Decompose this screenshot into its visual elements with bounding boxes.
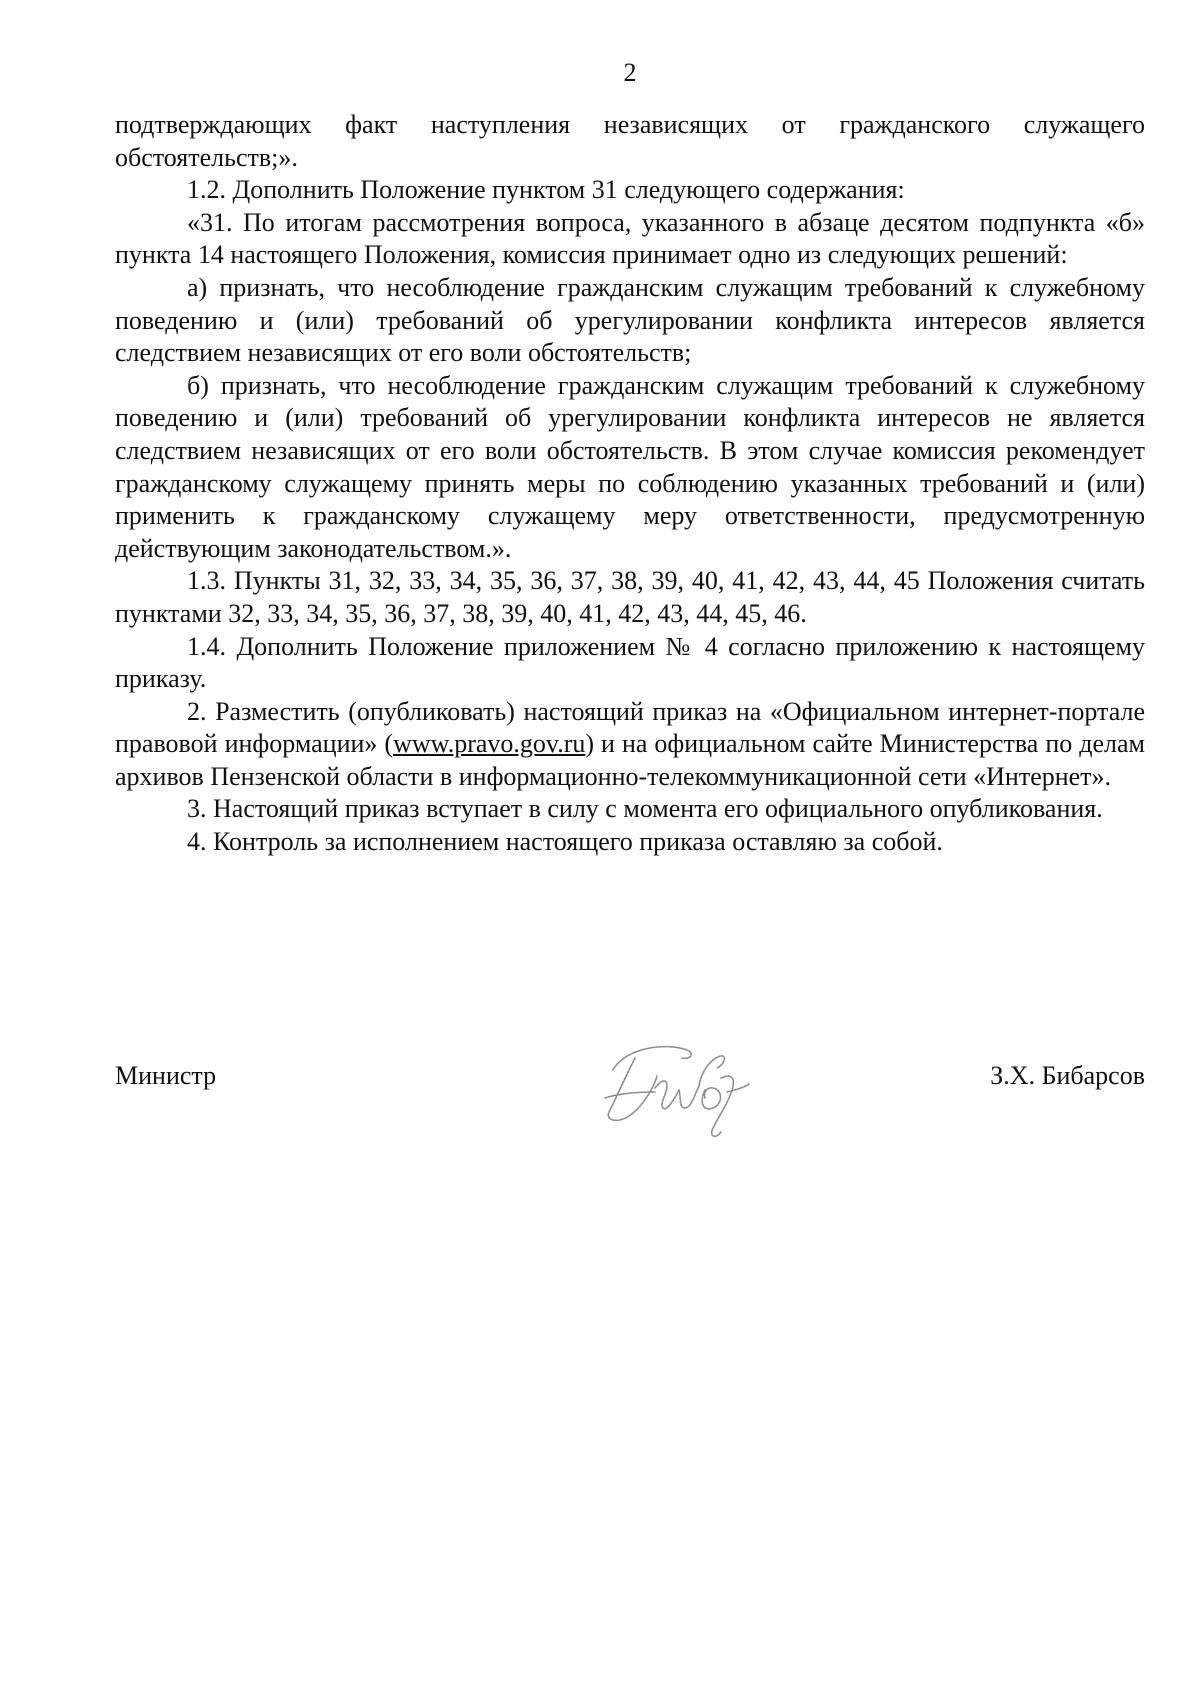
signer-name: З.Х. Бибарсов [990,1061,1145,1090]
paragraph-2-text-after: ) и на официальном сайте Министерства по делам архивов Пензенской области в информационно-телекоммуникационной сети «Интернет». [115,729,1145,791]
handwritten-signature-icon [595,1028,755,1148]
paragraph-31: «31. По итогам рассмотрения вопроса, указанного в абзаце десятом подпункта «б» пункта 14 настоящего Положения, комиссия принимает одно из следующих решений: [115,207,1145,270]
paragraph-31-b: б) признать, что несоблюдение гражданским служащим требований к служебному поведению и (или) требований об урегулировании конфликта интересов не является следствием независящих от его воли обстоятельств. В этом случае комиссия рекомендует гражданскому служащему принять меры по соблюдению указанных требований и (или) применить к гражданскому служащему меру ответственности, предусмотренную действующим законодательством.». [115,370,1145,563]
document-body [115,109,1145,859]
paragraph-2-text-before: 2. Разместить (опубликовать) настоящий приказ на «Официальном интернет-портале правовой информации» ( [115,696,1145,759]
paragraph-1-2: 1.2. Дополнить Положение пунктом 31 следующего содержания: [187,175,905,205]
paragraph-continuation: подтверждающих факт наступления независящих от гражданского служащего обстоятельств;». [115,110,1145,172]
paragraph-1-3: 1.3. Пункты 31, 32, 33, 34, 35, 36, 37, 38, 39, 40, 41, 42, 43, 44, 45 Положения считать пунктами 32, 33, 34, 35, 36, 37, 38, 39, 40, 41, 42, 43, 44, 45, 46. [115,566,1145,628]
paragraph-1-4: 1.4. Дополнить Положение приложением № 4 согласно приложению к настоящему приказу. [115,631,1145,694]
pravo-gov-link[interactable]: www.pravo.gov.ru [393,729,586,759]
page-number: 2 [623,58,637,87]
signer-position: Министр [115,1061,217,1090]
paragraph-31-a: а) признать, что несоблюдение гражданским служащим требований к служебному поведению и (или) требований об урегулировании конфликта интересов является следствием независящих от его воли обстоятельств; [115,272,1145,368]
paragraph-2 [115,696,1145,794]
paragraph-3: 3. Настоящий приказ вступает в силу с момента его официального опубликования. [187,794,1103,824]
paragraph-4: 4. Контроль за исполнением настоящего приказа оставляю за собой. [187,827,943,857]
